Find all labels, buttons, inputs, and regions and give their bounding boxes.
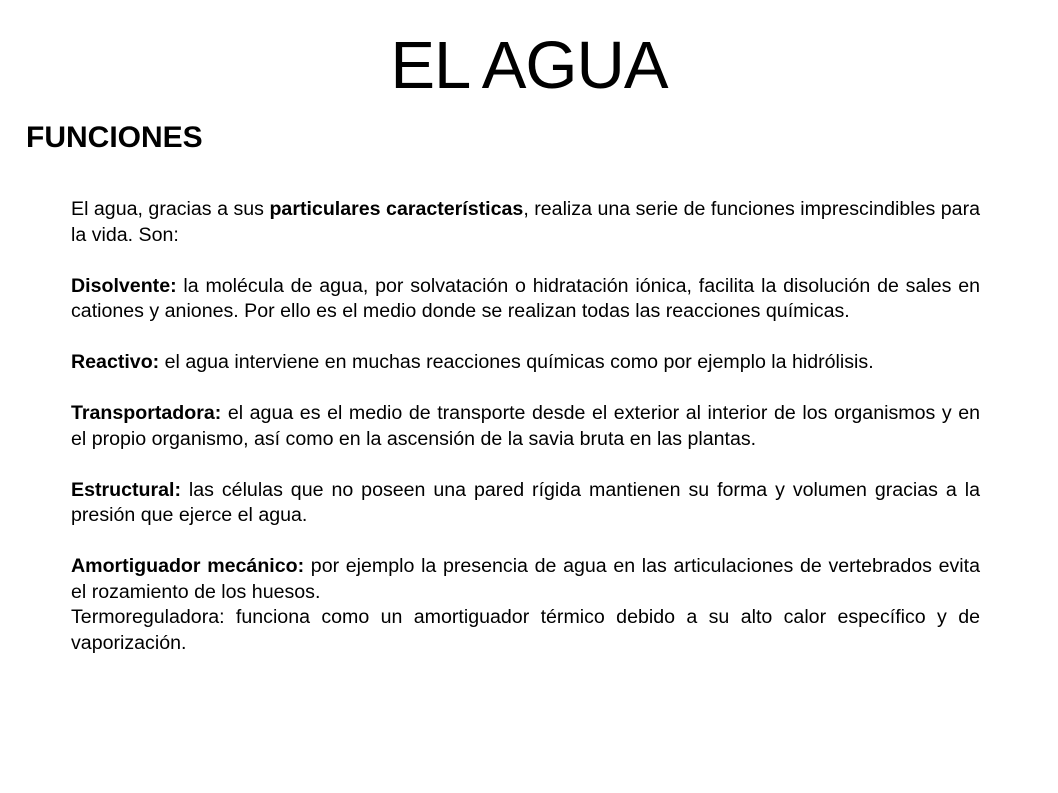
intro-bold-phrase: particulares características [269, 198, 524, 220]
function-disolvente [71, 274, 980, 325]
function-amortiguador [71, 554, 980, 605]
section-heading: FUNCIONES [26, 121, 203, 154]
function-reactivo [71, 350, 980, 376]
body-text [71, 197, 980, 656]
function-description: por ejemplo la presencia de agua en las articulaciones de vertebrados evita el rozamiento de los huesos. [71, 555, 980, 603]
function-transportadora [71, 401, 980, 452]
function-description: el agua es el medio de transporte desde el exterior al interior de los organismos y en el propio organismo, así como en la ascensión de la savia bruta en las plantas. [71, 402, 980, 450]
slide-title: EL AGUA [390, 28, 668, 103]
function-description: la molécula de agua, por solvatación o hidratación iónica, facilita la disolución de sales en cationes y aniones. Por ello es el medio donde se realizan todas las reacciones químicas. [71, 274, 980, 322]
function-estructural [71, 478, 980, 529]
function-termoreguladora: Termoreguladora: funciona como un amortiguador térmico debido a su alto calor específico y de vaporización. [71, 606, 980, 654]
intro-text-end: , realiza una serie de funciones imprescindibles para la vida. Son: [71, 198, 980, 246]
intro-paragraph [71, 197, 980, 248]
function-description: las células que no poseen una pared rígida mantienen su forma y volumen gracias a la presión que ejerce el agua. [71, 478, 980, 526]
function-description: el agua interviene en muchas reacciones químicas como por ejemplo la hidrólisis. [159, 351, 874, 373]
function-term: Reactivo: [71, 351, 160, 373]
function-term: Disolvente: [71, 274, 177, 297]
function-term: Estructural: [71, 478, 181, 501]
function-term: Transportadora: [71, 402, 222, 424]
function-term: Amortiguador mecánico: [71, 555, 305, 577]
intro-text-start: El agua, gracias a sus [71, 198, 270, 220]
